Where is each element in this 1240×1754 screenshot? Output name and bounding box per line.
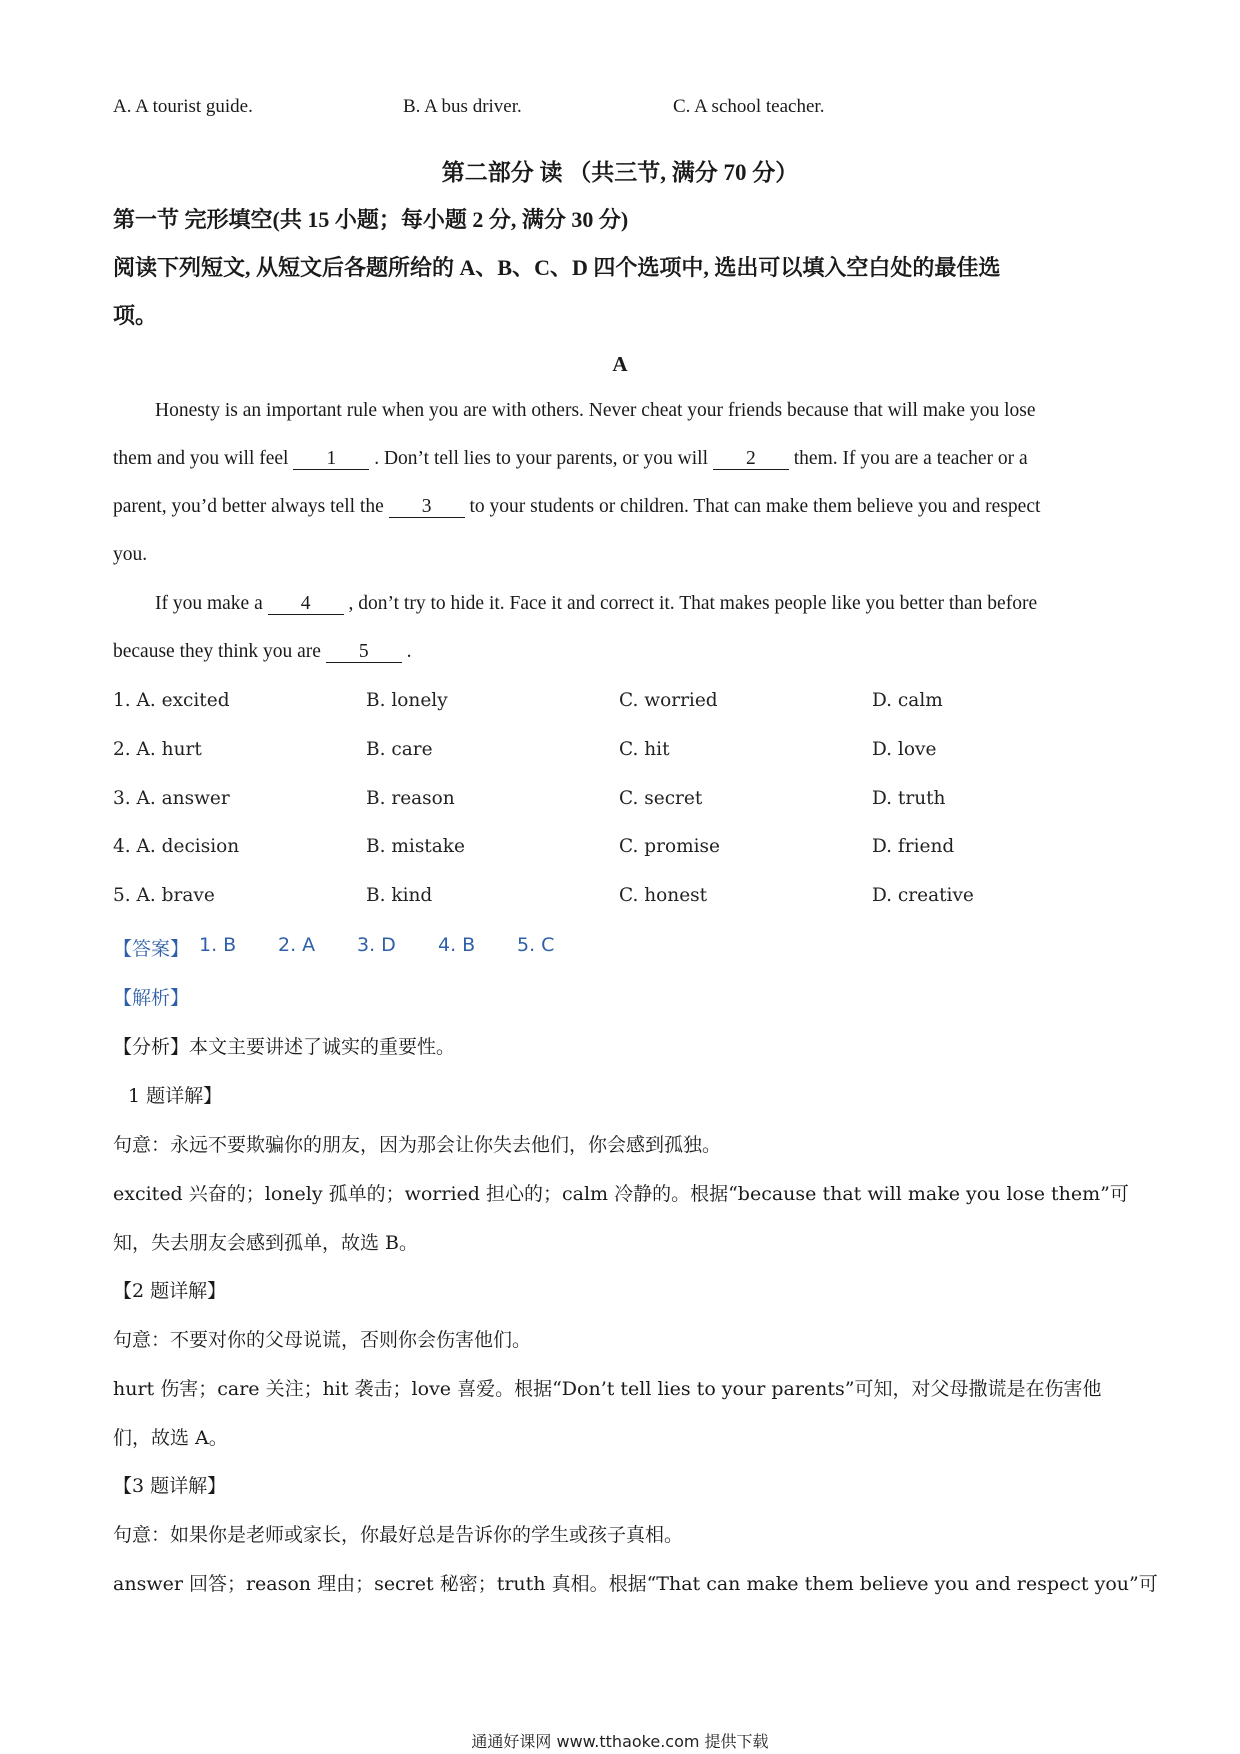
blank-4: 4: [268, 594, 344, 615]
passage-line-6: because they think you are 5 .: [113, 641, 412, 662]
q1-meaning: 句意：永远不要欺骗你的朋友，因为那会让你失去他们，你会感到孤独。: [113, 1134, 722, 1156]
passage-line-5: If you make a 4 , don’t try to hide it. Face it and correct it. That makes people like you better than before: [155, 593, 1038, 614]
instruction-line-2: 项。: [113, 303, 158, 328]
blank-1: 1: [293, 449, 369, 470]
q2-meaning: 句意：不要对你的父母说谎，否则你会伤害他们。: [113, 1329, 532, 1351]
option-a: A. A tourist guide.: [113, 96, 253, 117]
q2-explanation-1: hurt 伤害；care 关注；hit 袭击；love 喜爱。根据“Don’t tell lies to your parents”可知，对父母撒谎是在伤害他: [113, 1378, 1102, 1400]
analysis-summary: 【分析】本文主要讲述了诚实的重要性。: [113, 1036, 456, 1058]
blank-3: 3: [389, 497, 465, 518]
analysis-label: 【解析】: [113, 987, 190, 1009]
passage-line-4: you.: [113, 544, 148, 565]
blank-5: 5: [326, 642, 402, 663]
passage-label: A: [612, 352, 628, 376]
option-c: C. A school teacher.: [673, 96, 825, 117]
instruction-line-1: 阅读下列短文, 从短文后各题所给的 A、B、C、D 四个选项中, 选出可以填入空白处的最佳选: [113, 255, 1001, 280]
answer-item: 1. B: [199, 934, 237, 956]
page-footer: 通通好课网 www.tthaoke.com 提供下载: [471, 1732, 769, 1751]
q2-explanation-2: 们，故选 A。: [113, 1427, 228, 1449]
answer-item: 5. C: [517, 934, 555, 956]
option-b: B. A bus driver.: [403, 96, 522, 117]
answer-item: 2. A: [278, 934, 316, 956]
passage-line-1: Honesty is an important rule when you are with others. Never cheat your friends because that will make you lose: [155, 400, 1036, 421]
passage-line-3: parent, you’d better always tell the 3 to your students or children. That can make them believe you and respect: [113, 496, 1041, 517]
answer-item: 3. D: [357, 934, 396, 956]
section-title: 第一节 完形填空(共 15 小题；每小题 2 分, 满分 30 分): [113, 207, 629, 232]
blank-2: 2: [713, 449, 789, 470]
q3-heading: 【3 题详解】: [113, 1475, 227, 1497]
document-page: A. A tourist guide. B. A bus driver. C. A school teacher. 第二部分 读 （共三节, 满分 70 分） 第一节 完形填空(共 15 小题；每小题 2 分, 满分 30 分) 阅读下列短文, 从短文后各题所给的 A、B、C、D 四个选项中, 选出可以填入空白处的最佳选 项。 A Honesty is an important rule when you are with others. Never cheat your friends because that will make you lose them and you will feel 1 . Don’t tell lies to your parents, or you will 2 them. If you are a teacher or a parent, you’d better always tell the 3 to your students or children. That can make them believe you and respect you. If you make a 4 , don’t try to hide it. Face it and correct it. That makes people like you better than before because they think you are 5 . 1. A. excited B. lonely C. worried D. calm 2. A. hurt B. care C. hit D. love 3. A. answer B. reason C. secret D. truth 4. A. decision B. mistake C. promise D. friend 5. A. brave B. kind C. honest D. creative 【答案】 1. B 2. A 3. D 4. B 5. C 【解析】 【分析】本文主要讲述了诚实的重要性。 1 题详解】 句意：永远不要欺骗你的朋友，因为那会让你失去他们，你会感到孤独。 excited 兴奋的；lonely 孤单的；worried 担心的；calm 冷静的。根据“because that will make you lose them”可 知，失去朋友会感到孤单，故选 B。 【2 题详解】 句意：不要对你的父母说谎，否则你会伤害他们。 hurt 伤害；care 关注；hit 袭击；love 喜爱。根据“Don’t tell lies to your parents”可知，对父母撒谎是在伤害他 们，故选 A。 【3 题详解】 句意：如果你是老师或家长，你最好总是告诉你的学生或孩子真相。 answer 回答；reason 理由；secret 秘密；truth 真相。根据“That can make them believe you and respect you”可 通通好课网 www.tthaoke.com 提供下载: [0, 0, 1240, 1754]
answer-label: 【答案】: [113, 938, 190, 960]
q1-explanation-1: excited 兴奋的；lonely 孤单的；worried 担心的；calm 冷静的。根据“because that will make you lose them”可: [113, 1183, 1129, 1205]
part-title: 第二部分 读 （共三节, 满分 70 分）: [441, 160, 799, 185]
q1-explanation-2: 知，失去朋友会感到孤单，故选 B。: [113, 1232, 419, 1254]
q3-meaning: 句意：如果你是老师或家长，你最好总是告诉你的学生或孩子真相。: [113, 1524, 684, 1546]
q3-explanation-1: answer 回答；reason 理由；secret 秘密；truth 真相。根据“That can make them believe you and respect you”可: [113, 1573, 1158, 1595]
q1-heading: 1 题详解】: [128, 1085, 223, 1107]
answer-item: 4. B: [438, 934, 476, 956]
passage-line-2: them and you will feel 1 . Don’t tell lies to your parents, or you will 2 them. If you are a teacher or a: [113, 448, 1028, 469]
q2-heading: 【2 题详解】: [113, 1280, 227, 1302]
